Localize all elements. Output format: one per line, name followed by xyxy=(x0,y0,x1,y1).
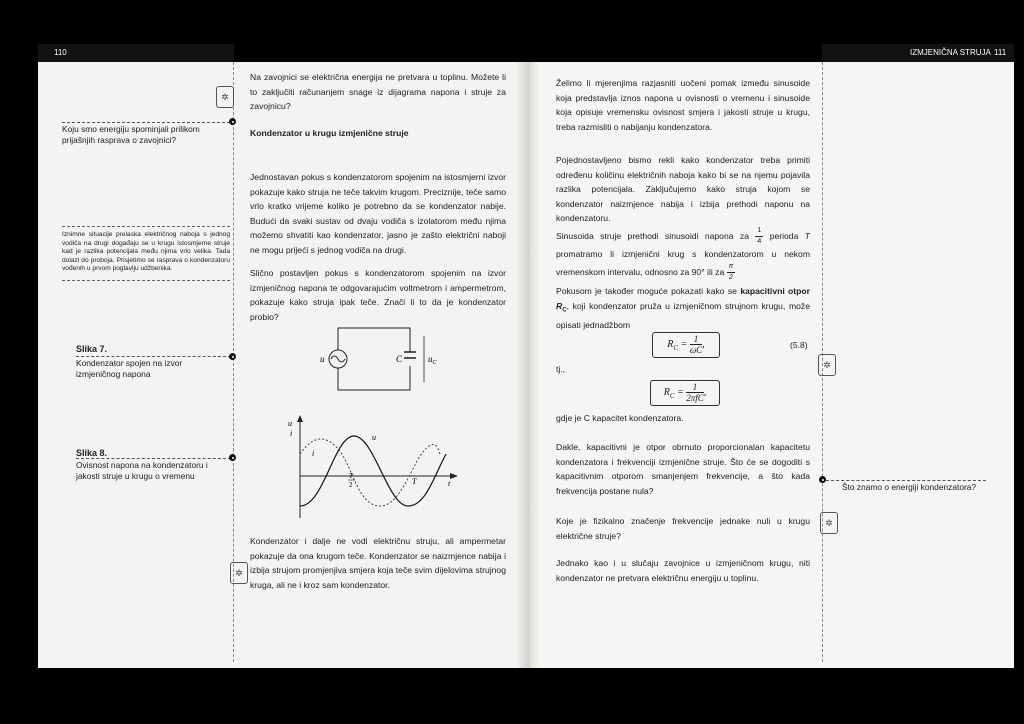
fig8-label: Slika 8. xyxy=(76,448,108,458)
uc-label xyxy=(428,354,438,366)
fig7-caption: Kondenzator spojen na izvor izmjeničnog napona xyxy=(76,358,183,379)
section-title: Kondenzator u krugu izmjenične struje xyxy=(250,128,409,138)
right-para-5: Dakle, kapacitivni je otpor obrnuto proporcionalan kapacitetu kondenzatora i frekvenciji izmjenične struje. Što će se dogoditi s kapacitivnim otporom smanjenjem frekvencije, a što kada frekvencija postane nula? xyxy=(556,442,810,496)
tj-label: tj., xyxy=(556,364,566,374)
side-question: Što znamo o energiji kondenzatora? xyxy=(842,482,977,492)
T-label: T xyxy=(412,477,417,486)
voltage-curve xyxy=(300,436,446,506)
gdje-text: gdje je C kapacitet kondenzatora. xyxy=(556,413,684,423)
right-para-4 xyxy=(556,284,810,332)
uc-sub: C xyxy=(432,360,437,366)
left-para-1: Na zavojnici se električna energija ne pretvara u toplinu. Možete li to zaključiti računanjem snage iz dijagrama napona i struje za zavojnicu? xyxy=(250,72,506,111)
right-page-number: 111 xyxy=(994,48,1007,57)
side-question-rule xyxy=(826,480,986,481)
spine-shadow xyxy=(516,62,540,668)
eq2-lhs: R xyxy=(663,387,670,398)
right-para-1: Želimo li mjerenjima razjasniti uočeni pomak između sinusoide koja predstavlja iznos napona u ovisnosti o vremenu i sinusoide koja opisuje vremensku ovisnost smjera i jakosti struje u krugu, treba razmisliti o nabijanju kondenzatora. xyxy=(556,78,810,132)
highlight-icon: ✲ xyxy=(818,354,836,376)
equation-5-8: $R_C$ = $\frac{1}{\omega C}$ , xyxy=(652,332,720,358)
fig8-bullet xyxy=(229,454,236,461)
right-para-2: Pojednostavljeno bismo rekli kako kondenzator treba primiti određenu količinu električnih naboja kako bi se na njemu pojavila razlika potencijala. Zaključujemo kako struja kojom se kondenzator naizmjence nabija i izbija prethodi naponu na kondenzatoru. xyxy=(556,155,810,223)
fig8-caption: Ovisnost napona na kondenzatoru i jakosti struje u krugu o vremenu xyxy=(76,460,208,481)
right-para-3 xyxy=(556,226,810,283)
fig7-rule xyxy=(76,356,231,357)
left-page-number: 110 xyxy=(54,48,67,57)
sidebar-note: Iznimne situacije prelaska električnog naboja s jednog vodiča na drugi događaju se u krugu istosmjerne struje kad je razlika potencijala među njima vrlo velika. Tada dolazi do proboja. Prisjetimo se rasprava o kondenzatoru vođenih u prvom poglavlju udžbenika. xyxy=(62,226,230,281)
equation-tag: (5.8) xyxy=(790,340,808,350)
axis-u-label: u xyxy=(288,419,292,428)
eq1-num: 1 xyxy=(690,334,702,345)
right-para-6: Koje je fizikalno značenje frekvencije jednake nuli u krugu električne struje? xyxy=(556,516,810,541)
info-icon: ✲ xyxy=(230,562,248,584)
half-T-den: 2 xyxy=(349,481,353,489)
sidebar-question: Koju smo energiju spominjali prilikom prijašnjih rasprava o zavojnici? xyxy=(62,124,200,145)
source-label: u xyxy=(320,354,325,364)
question-rule xyxy=(62,122,230,123)
think-icon: ✲ xyxy=(216,86,234,108)
eq1-lhs: R xyxy=(667,339,674,350)
eq2-num: 1 xyxy=(686,382,704,393)
eq2-sub: C xyxy=(669,392,675,400)
quarter-den: 4 xyxy=(757,238,762,245)
eq1-den: ωC xyxy=(689,345,703,356)
u-i-time-graph xyxy=(284,414,464,524)
quarter-fraction xyxy=(755,226,763,247)
para4-Rsub: C xyxy=(562,307,567,314)
curve-u-label: u xyxy=(372,433,376,442)
pi-half-fraction xyxy=(727,262,736,283)
para4-R: R xyxy=(556,300,563,311)
eq1-fraction xyxy=(690,334,702,355)
left-para-4: Kondenzator i dalje ne vodi električnu struju, ali ampermetar pokazuje da ona krugom teče. Kondenzator se naizmjence nabija i izbija strujom promjenjiva smjera koja teče svim dijelovima strujnog kruga, ali ne i kroz sam kondenzator. xyxy=(250,536,506,590)
eq2-fraction xyxy=(686,382,704,403)
question-icon: ✲ xyxy=(820,512,838,534)
t-axis-label: t xyxy=(448,479,451,488)
curve-i-label: i xyxy=(312,449,315,458)
fig7-bullet xyxy=(229,353,236,360)
fig8-rule xyxy=(76,458,231,459)
uc-main: u xyxy=(428,354,433,364)
para4-bold: kapacitivni otpor xyxy=(740,286,811,296)
right-header-bar xyxy=(822,44,1014,62)
side-question-bullet xyxy=(819,476,826,483)
question-bullet xyxy=(229,118,236,125)
eq2-den: 2πfC xyxy=(686,393,704,404)
left-para-2: Jednostavan pokus s kondenzatorom spojenim na istosmjerni izvor pokazuje kako struja ne teče takvim krugom. Preciznije, teče samo vrlo kratko vrijeme koliko je potrebno da se kondenzator nabije. Budući da svaki sustav od dvaju vodiča s izolatorom među njima možemo shvatiti kao kondenzator, jasno je zašto električni naboji ne mogu prijeći s jednog vodiča na drugi. xyxy=(250,172,506,255)
para3-text-b: perioda xyxy=(769,230,799,241)
running-head: IZMJENIČNA STRUJA xyxy=(910,48,991,57)
pi-num: π xyxy=(727,262,736,273)
para3-T: T xyxy=(804,230,811,241)
cap-label: C xyxy=(396,354,403,364)
equation-2: $R_C$ = $\frac{1}{\text{2πfC}}$ , xyxy=(650,380,720,406)
half-T-num: T xyxy=(349,472,353,480)
capacitor-circuit xyxy=(300,322,450,398)
left-para-3: Slično postavljen pokus s kondenzatorom spojenim na izvor izmjeničnog napona te odgovarajućim voltmetrom i ampermetrom, pokazuje kako struja ipak teče. Znači li to da je kondenzator probio? xyxy=(250,268,506,322)
para3-text-a: Sinusoida struje prethodi sinusoidi napona za xyxy=(556,230,749,241)
pi-den: 2 xyxy=(729,273,733,281)
axis-i-label: i xyxy=(290,429,293,438)
eq1-sub: C xyxy=(673,344,679,352)
para4-text-b: , koji kondenzator pruža u izmjeničnom strujnom krugu, može opisati jednadžbom xyxy=(556,300,810,330)
left-header-bar xyxy=(38,44,234,62)
right-para-7: Jednako kao i u slučaju zavojnice u izmjeničnom krugu, niti kondenzator ne pretvara električnu energiju u toplinu. xyxy=(556,558,810,583)
fig7-label: Slika 7. xyxy=(76,344,108,354)
para4-text-a: Pokusom je također moguće pokazati kako se xyxy=(556,286,737,296)
para3-text-c: promatramo li izmjenični krug s kondenzatorom u nekom vremenskom intervalu, odnosno za 90° ili za xyxy=(556,249,810,277)
quarter-num: 1 xyxy=(755,226,763,237)
